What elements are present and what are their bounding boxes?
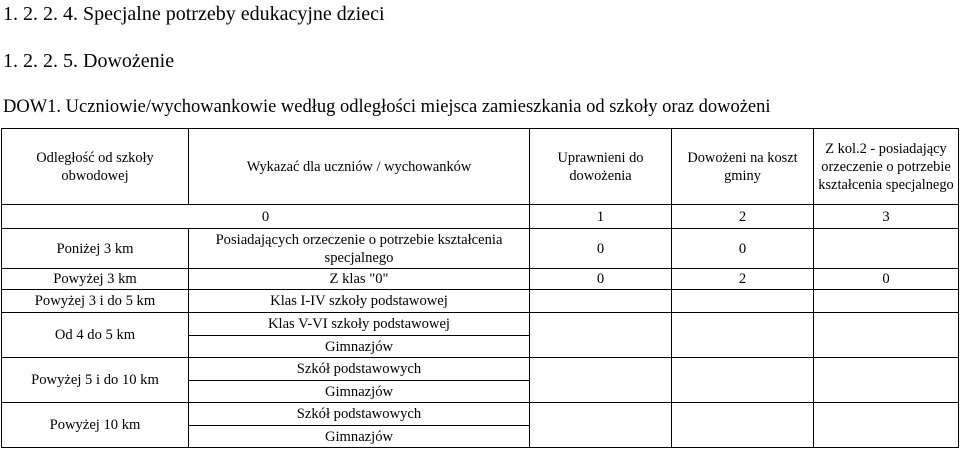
table-row (2, 313, 959, 336)
column-number-row (2, 205, 959, 229)
transport-table (1, 128, 959, 448)
header-distance: Odległość od szkoły obwodowej (2, 129, 189, 205)
row-distance: Od 4 do 5 km (2, 313, 189, 358)
row-students: Szkół podstawowych (189, 403, 530, 426)
col-number-0: 0 (2, 205, 530, 229)
row-distance: Powyżej 10 km (2, 403, 189, 448)
section-heading-special-needs: 1. 2. 2. 4. Specjalne potrzeby edukacyjne dzieci (3, 3, 385, 25)
table-row (2, 290, 959, 313)
row-transported[interactable] (672, 290, 814, 313)
row-eligible[interactable]: 0 (530, 229, 672, 269)
row-distance: Poniżej 3 km (2, 229, 189, 269)
table-row (2, 403, 959, 426)
row-students: Szkół podstawowych (189, 358, 530, 381)
row-students: Z klas "0" (189, 269, 530, 290)
section-heading-transport: 1. 2. 2. 5. Dowożenie (3, 50, 175, 72)
row-special-needs[interactable] (814, 358, 959, 403)
header-transported: Dowożeni na koszt gminy (672, 129, 814, 205)
header-special-needs: Z kol.2 - posiadający orzeczenie o potrzebie kształcenia specjalnego (814, 129, 959, 205)
table-header-row (2, 129, 959, 205)
col-number-1: 1 (530, 205, 672, 229)
row-transported[interactable] (672, 403, 814, 448)
row-students: Gimnazjów (189, 381, 530, 403)
table-row (2, 269, 959, 290)
row-students: Klas I-IV szkoły podstawowej (189, 290, 530, 313)
header-students: Wykazać dla uczniów / wychowanków (189, 129, 530, 205)
col-number-3: 3 (814, 205, 959, 229)
row-eligible[interactable] (530, 313, 672, 358)
table-row (2, 358, 959, 381)
row-students: Gimnazjów (189, 426, 530, 448)
row-distance: Powyżej 3 km (2, 269, 189, 290)
row-eligible[interactable] (530, 358, 672, 403)
table-title: DOW1. Uczniowie/wychowankowie według odległości miejsca zamieszkania od szkoły oraz dowożeni (3, 97, 771, 117)
row-eligible[interactable] (530, 290, 672, 313)
row-students: Klas V-VI szkoły podstawowej (189, 313, 530, 336)
row-special-needs[interactable] (814, 313, 959, 358)
col-number-2: 2 (672, 205, 814, 229)
row-students: Gimnazjów (189, 336, 530, 358)
row-distance: Powyżej 5 i do 10 km (2, 358, 189, 403)
table-row (2, 229, 959, 269)
row-eligible[interactable]: 0 (530, 269, 672, 290)
row-eligible[interactable] (530, 403, 672, 448)
row-special-needs[interactable] (814, 229, 959, 269)
row-special-needs[interactable] (814, 403, 959, 448)
row-students: Posiadających orzeczenie o potrzebie kształcenia specjalnego (189, 229, 530, 269)
row-transported[interactable] (672, 358, 814, 403)
row-special-needs[interactable]: 0 (814, 269, 959, 290)
row-transported[interactable]: 2 (672, 269, 814, 290)
row-special-needs[interactable] (814, 290, 959, 313)
header-eligible: Uprawnieni do dowożenia (530, 129, 672, 205)
row-distance: Powyżej 3 i do 5 km (2, 290, 189, 313)
row-transported[interactable] (672, 313, 814, 358)
row-transported[interactable]: 0 (672, 229, 814, 269)
